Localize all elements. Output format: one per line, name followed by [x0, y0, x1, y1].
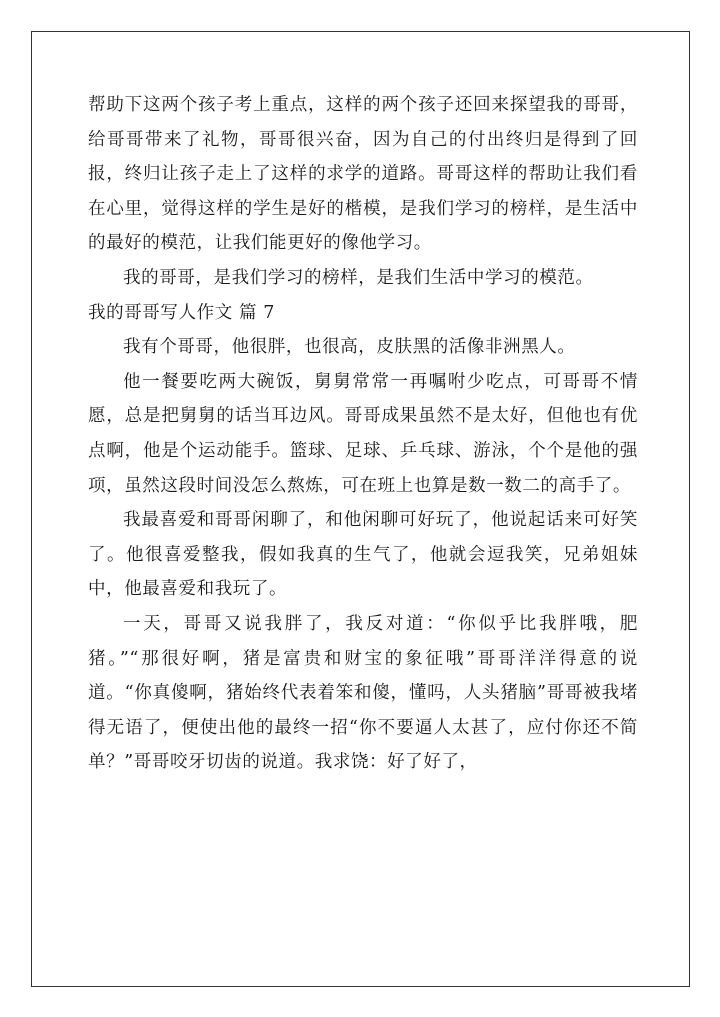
paragraph-intro: 我有个哥哥，他很胖，也很高，皮肤黑的活像非洲黑人。	[123, 337, 576, 358]
paragraph-continuation: 帮助下这两个孩子考上重点，这样的两个孩子还回来探望我的哥哥，给哥哥带来了礼物，哥哥很兴奋，因为自己的付出终归是得到了回报，终归让孩子走上了这样的求学的道路。哥哥这样的帮助让我们看在心里，觉得这样的学生是好的楷模，是我们学习的榜样，是生活中的最好的模范，让我们能更好的像他学习。	[88, 95, 638, 254]
paragraph-conclusion: 我的哥哥，是我们学习的榜样，是我们生活中学习的模范。	[123, 267, 594, 288]
document-body	[88, 88, 638, 780]
paragraph-chatting: 我最喜爱和哥哥闲聊了，和他闲聊可好玩了，他说起话来可好笑了。他很喜爱整我，假如我真的生气了，他就会逗我笑，兄弟姐妹中，他最喜爱和我玩了。	[88, 510, 638, 600]
section-heading: 我的哥哥写人作文 篇 7	[88, 302, 275, 323]
paragraph-eating-sports: 他一餐要吃两大碗饭，舅舅常常一再嘱咐少吃点，可哥哥不情愿，总是把舅舅的话当耳边风。哥哥成果虽然不是太好，但他也有优点啊，他是个运动能手。篮球、足球、乒乓球、游泳，个个是他的强项，虽然这段时间没怎么熬炼，可在班上也算是数一数二的高手了。	[88, 371, 638, 496]
paragraph-dialogue: 一天，哥哥又说我胖了，我反对道：“你似乎比我胖哦，肥猪。”“那很好啊，猪是富贵和财宝的象征哦”哥哥洋洋得意的说道。“你真傻啊，猪始终代表着笨和傻，懂吗，人头猪脑”哥哥被我堵得无语了，便使出他的最终一招“你不要逼人太甚了，应付你还不简单？”哥哥咬牙切齿的说道。我求饶：好了好了，	[88, 613, 638, 773]
page-frame	[31, 31, 690, 987]
